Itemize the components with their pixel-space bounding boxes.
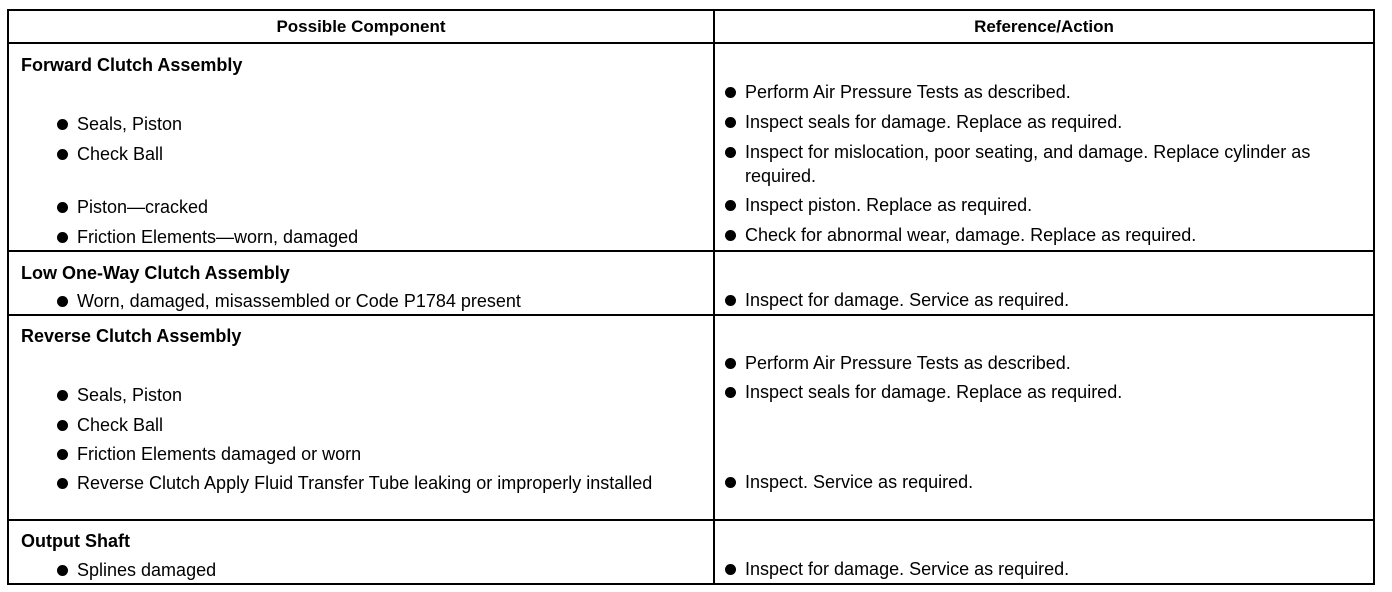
component-item: Splines damaged — [57, 558, 697, 582]
component-item: Friction Elements damaged or worn — [57, 442, 697, 466]
section-title: Reverse Clutch Assembly — [21, 326, 242, 346]
action-item: Inspect for damage. Service as required. — [725, 557, 1325, 581]
action-item: Inspect for damage. Service as required. — [725, 288, 1325, 312]
component-item: Seals, Piston — [57, 112, 697, 136]
bullet-icon — [57, 149, 68, 160]
bullet-icon — [57, 449, 68, 460]
component-item: Check Ball — [57, 413, 697, 437]
bullet-icon — [57, 296, 68, 307]
bullet-icon — [725, 387, 736, 398]
bullet-icon — [725, 147, 736, 158]
bullet-icon — [57, 232, 68, 243]
header-reference-action: Reference/Action — [974, 17, 1114, 36]
action-item: Inspect. Service as required. — [725, 470, 1325, 494]
bullet-icon — [725, 230, 736, 241]
action-item: Perform Air Pressure Tests as described. — [725, 80, 1325, 104]
bullet-icon — [725, 200, 736, 211]
component-item: Friction Elements—worn, damaged — [57, 225, 697, 249]
action-item: Inspect seals for damage. Replace as required. — [725, 380, 1325, 404]
action-item: Inspect for mislocation, poor seating, and damage. Replace cylinder as required. — [725, 140, 1325, 188]
bullet-icon — [725, 295, 736, 306]
bullet-icon — [725, 477, 736, 488]
section-title: Output Shaft — [21, 531, 130, 551]
bullet-icon — [57, 565, 68, 576]
header-divider — [9, 42, 1373, 44]
bullet-icon — [57, 119, 68, 130]
section-divider — [9, 250, 1373, 252]
component-item: Piston—cracked — [57, 195, 697, 219]
section-title: Low One-Way Clutch Assembly — [21, 263, 290, 283]
section-divider — [9, 519, 1373, 521]
action-item: Check for abnormal wear, damage. Replace as required. — [725, 223, 1325, 247]
bullet-icon — [57, 390, 68, 401]
component-item: Check Ball — [57, 142, 697, 166]
bullet-icon — [725, 117, 736, 128]
action-item: Inspect seals for damage. Replace as required. — [725, 110, 1325, 134]
section-divider — [9, 314, 1373, 316]
diagnosis-table — [7, 9, 1375, 585]
bullet-icon — [57, 202, 68, 213]
component-item: Seals, Piston — [57, 383, 697, 407]
header-possible-component: Possible Component — [276, 17, 446, 36]
action-item: Perform Air Pressure Tests as described. — [725, 351, 1325, 375]
bullet-icon — [57, 420, 68, 431]
bullet-icon — [725, 564, 736, 575]
component-item: Reverse Clutch Apply Fluid Transfer Tube leaking or improperly installed — [57, 471, 697, 495]
action-item: Inspect piston. Replace as required. — [725, 193, 1325, 217]
component-item: Worn, damaged, misassembled or Code P1784 present — [57, 289, 697, 313]
bullet-icon — [57, 478, 68, 489]
section-title: Forward Clutch Assembly — [21, 55, 243, 75]
bullet-icon — [725, 87, 736, 98]
bullet-icon — [725, 358, 736, 369]
column-divider — [713, 11, 715, 583]
